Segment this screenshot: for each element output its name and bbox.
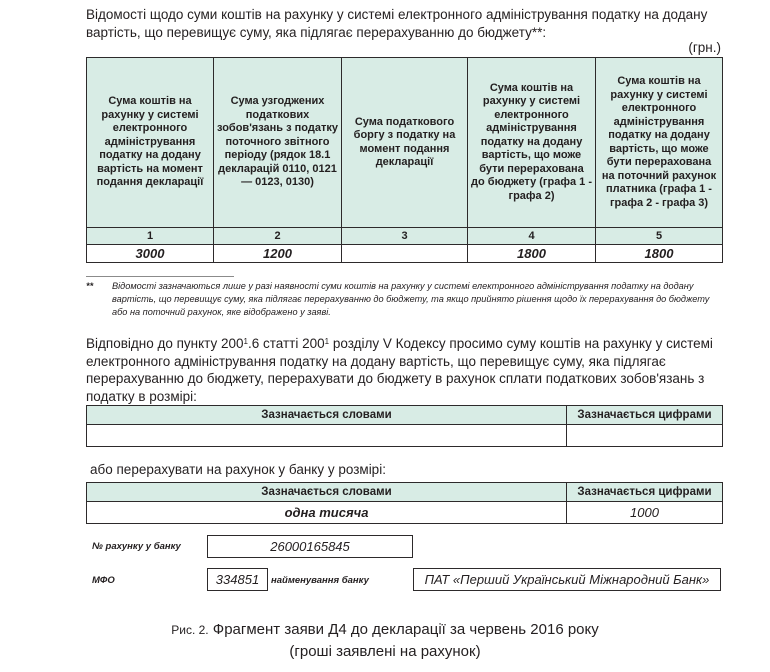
column-number: 2 [214, 228, 342, 245]
table-header-row [87, 58, 723, 228]
superscript: 1 [324, 337, 330, 346]
mfo-label: МФО [92, 575, 115, 586]
mfo-field[interactable]: 334851 [207, 568, 268, 591]
footnote-divider [86, 276, 234, 277]
column-number: 4 [468, 228, 596, 245]
footnote-mark: ** [86, 281, 94, 291]
column-header-3: Сума податкового боргу з податку на момент подання декларації [342, 58, 468, 228]
section-heading: Відомості щодо суми коштів на рахунку у системі електронного адміністрування податку на додану вартість, що перевищує суму, яка підлягає перерахуванню до бюджету**: [86, 7, 708, 40]
paragraph-text: Відповідно до пункту 200 [86, 336, 244, 351]
caption-prefix: Рис. 2. [171, 623, 209, 637]
request-paragraph [86, 335, 726, 405]
figure-caption [0, 619, 770, 663]
caption-line-2: (гроші заявлені на рахунок) [289, 643, 481, 660]
column-number: 1 [87, 228, 214, 245]
bank-name-field[interactable]: ПАТ «Перший Український Міжнародний Банк» [413, 568, 721, 591]
column-header-4: Сума коштів на рахунку у системі електронного адміністрування податку на додану вартість, що може бути перерахована до бюджету (графа 1 - графа 2) [468, 58, 596, 228]
paragraph-text: .6 статті 200 [247, 336, 325, 351]
value-col-3 [342, 245, 468, 263]
digits-column-header: Зазначається цифрами [567, 483, 723, 502]
value-col-1: 3000 [87, 245, 214, 263]
column-number-row [87, 228, 723, 245]
column-header-5: Сума коштів на рахунку у системі електронного адміністрування податку на додану вартість, що може бути перерахована на поточний рахунок платника (графа 1 - графа 2 - графа 3) [596, 58, 723, 228]
value-col-5: 1800 [596, 245, 723, 263]
bank-amount-table [86, 482, 723, 524]
column-header-2: Сума узгоджених податкових зобов'язань з податку поточного звітного періоду (рядок 18.1 декларацій 0110, 0121 — 0123, 0130) [214, 58, 342, 228]
budget-amount-table [86, 405, 723, 447]
words-column-header: Зазначається словами [87, 406, 567, 425]
amount-in-digits-field[interactable] [567, 425, 723, 447]
amount-in-words-field[interactable]: одна тисяча [87, 502, 567, 524]
value-col-2: 1200 [214, 245, 342, 263]
account-number-field[interactable]: 26000165845 [207, 535, 413, 558]
words-column-header: Зазначається словами [87, 483, 567, 502]
value-col-4: 1800 [468, 245, 596, 263]
table-row [87, 245, 723, 263]
column-number: 5 [596, 228, 723, 245]
currency-unit: (грн.) [688, 40, 721, 55]
superscript: 1 [243, 337, 248, 346]
balance-table [86, 57, 723, 263]
bank-name-label: найменування банку [271, 575, 369, 586]
account-number-label: № рахунку у банку [92, 541, 181, 552]
column-number: 3 [342, 228, 468, 245]
column-header-1: Сума коштів на рахунку у системі електронного адміністрування податку на додану вартість на момент подання декларації [87, 58, 214, 228]
paragraph-text: розділу V Кодексу просимо суму коштів на рахунку у системі електронного адміністрування податку на додану вартість, що перевищує суму, яка підлягає перерахуванню до бюджету, перерахувати до бюджету в рахунок сплати податкових зобов'язань з податку в розмірі: [86, 336, 713, 404]
digits-column-header: Зазначається цифрами [567, 406, 723, 425]
footnote [86, 280, 726, 319]
alternative-label: або перерахувати на рахунок у банку у розмірі: [90, 462, 386, 477]
amount-in-digits-field[interactable]: 1000 [567, 502, 723, 524]
footnote-text: Відомості зазначаються лише у разі наявності суми коштів на рахунку у системі електронного адміністрування податку на додану вартість, що перевищує суму, яка підлягає перерахуванню до бюджету, та якщо прийнято рішення щодо їх перерахування до бюджету або на поточний рахунок, яке відображено у заяві. [112, 281, 710, 317]
caption-title: Фрагмент заяви Д4 до декларації за червень 2016 року [208, 621, 599, 638]
amount-in-words-field[interactable] [87, 425, 567, 447]
caption-line-1 [0, 619, 770, 641]
